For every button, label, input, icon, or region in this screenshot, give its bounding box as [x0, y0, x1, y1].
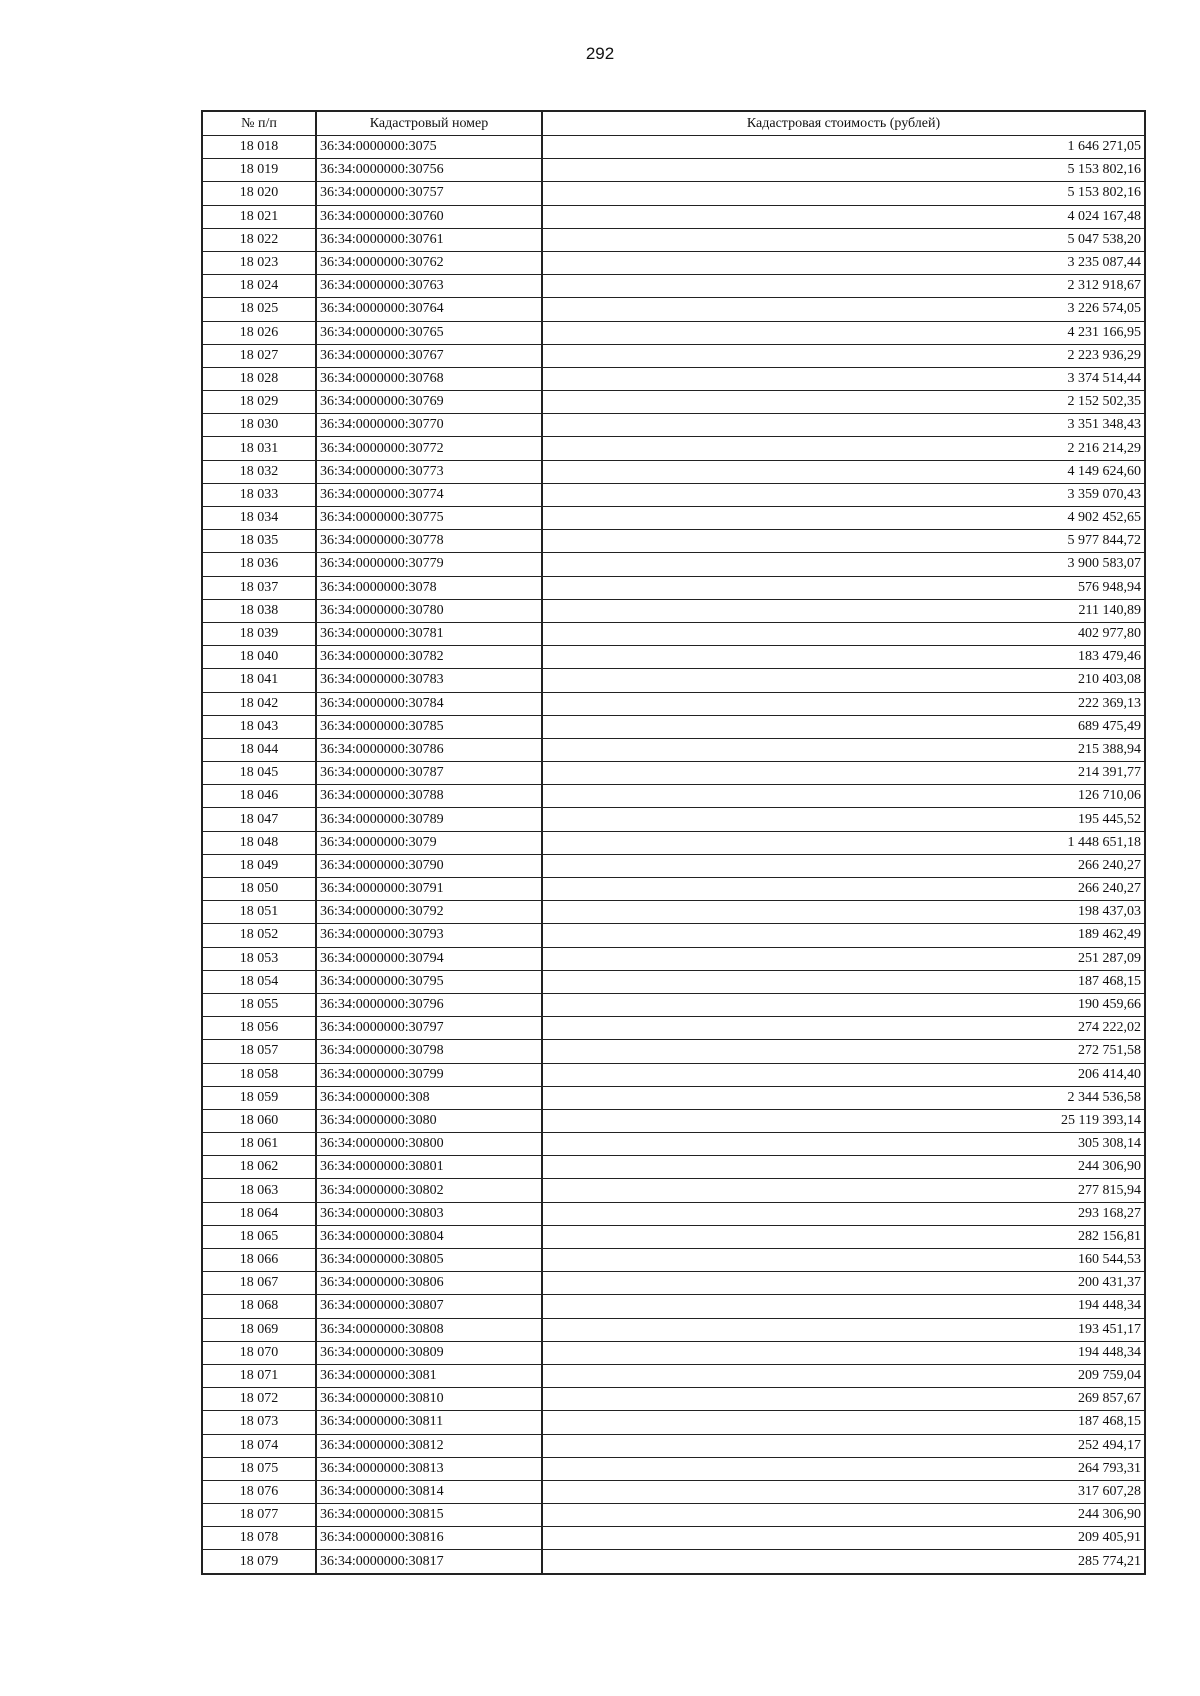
row-number-cell: 18 038: [202, 599, 316, 622]
cadastral-number-cell: 36:34:0000000:30764: [316, 298, 542, 321]
cadastral-value-cell: 4 149 624,60: [542, 460, 1145, 483]
table-row: [202, 576, 1145, 599]
table-row: [202, 1527, 1145, 1550]
cadastral-number-cell: 36:34:0000000:3078: [316, 576, 542, 599]
cadastral-value-cell: 190 459,66: [542, 993, 1145, 1016]
row-number-cell: 18 065: [202, 1225, 316, 1248]
cadastral-value-cell: 251 287,09: [542, 947, 1145, 970]
cadastral-number-cell: 36:34:0000000:30809: [316, 1341, 542, 1364]
cadastral-number-cell: 36:34:0000000:30805: [316, 1249, 542, 1272]
row-number-cell: 18 023: [202, 251, 316, 274]
cadastral-value-cell: 402 977,80: [542, 622, 1145, 645]
row-number-cell: 18 078: [202, 1527, 316, 1550]
cadastral-value-cell: 264 793,31: [542, 1457, 1145, 1480]
cadastral-value-cell: 272 751,58: [542, 1040, 1145, 1063]
page-number: 292: [585, 44, 615, 63]
table-row: [202, 854, 1145, 877]
cadastral-value-cell: 5 153 802,16: [542, 182, 1145, 205]
cadastral-number-cell: 36:34:0000000:30783: [316, 669, 542, 692]
cadastral-number-cell: 36:34:0000000:3079: [316, 831, 542, 854]
table-row: [202, 1156, 1145, 1179]
cadastral-value-cell: 266 240,27: [542, 878, 1145, 901]
row-number-cell: 18 042: [202, 692, 316, 715]
cadastral-number-cell: 36:34:0000000:3081: [316, 1364, 542, 1387]
table-row: [202, 1179, 1145, 1202]
cadastral-value-cell: 187 468,15: [542, 970, 1145, 993]
cadastral-number-cell: 36:34:0000000:30782: [316, 646, 542, 669]
cadastral-number-cell: 36:34:0000000:3075: [316, 136, 542, 159]
row-number-cell: 18 062: [202, 1156, 316, 1179]
cadastral-value-cell: 211 140,89: [542, 599, 1145, 622]
cadastral-value-cell: 244 306,90: [542, 1156, 1145, 1179]
cadastral-number-cell: 36:34:0000000:30817: [316, 1550, 542, 1574]
table-row: [202, 275, 1145, 298]
cadastral-value-cell: 4 024 167,48: [542, 205, 1145, 228]
cadastral-number-cell: 36:34:0000000:30770: [316, 414, 542, 437]
row-number-cell: 18 026: [202, 321, 316, 344]
table-row: [202, 205, 1145, 228]
cadastral-number-cell: 36:34:0000000:3080: [316, 1109, 542, 1132]
table-row: [202, 136, 1145, 159]
cadastral-number-cell: 36:34:0000000:30807: [316, 1295, 542, 1318]
table-row: [202, 1225, 1145, 1248]
row-number-cell: 18 018: [202, 136, 316, 159]
table-row: [202, 1249, 1145, 1272]
row-number-cell: 18 029: [202, 391, 316, 414]
cadastral-value-cell: 285 774,21: [542, 1550, 1145, 1574]
row-number-cell: 18 019: [202, 159, 316, 182]
cadastral-value-cell: 1 448 651,18: [542, 831, 1145, 854]
cadastral-value-cell: 2 216 214,29: [542, 437, 1145, 460]
cadastral-number-cell: 36:34:0000000:30814: [316, 1480, 542, 1503]
row-number-cell: 18 063: [202, 1179, 316, 1202]
table-row: [202, 1086, 1145, 1109]
table-row: [202, 1411, 1145, 1434]
cadastral-number-cell: 36:34:0000000:30806: [316, 1272, 542, 1295]
table-row: [202, 159, 1145, 182]
table-row: [202, 831, 1145, 854]
cadastral-number-cell: 36:34:0000000:30799: [316, 1063, 542, 1086]
cadastral-value-cell: 126 710,06: [542, 785, 1145, 808]
table-row: [202, 970, 1145, 993]
cadastral-value-cell: 293 168,27: [542, 1202, 1145, 1225]
cadastral-value-cell: 2 312 918,67: [542, 275, 1145, 298]
table-row: [202, 993, 1145, 1016]
cadastral-value-cell: 206 414,40: [542, 1063, 1145, 1086]
table-row: [202, 1318, 1145, 1341]
cadastral-value-cell: 3 359 070,43: [542, 483, 1145, 506]
cadastral-value-cell: 2 344 536,58: [542, 1086, 1145, 1109]
cadastral-value-cell: 4 902 452,65: [542, 507, 1145, 530]
cadastral-value-cell: 274 222,02: [542, 1017, 1145, 1040]
cadastral-number-cell: 36:34:0000000:30763: [316, 275, 542, 298]
cadastral-number-cell: 36:34:0000000:30761: [316, 228, 542, 251]
cadastral-number-cell: 36:34:0000000:30811: [316, 1411, 542, 1434]
cadastral-value-cell: 3 235 087,44: [542, 251, 1145, 274]
table-row: [202, 251, 1145, 274]
cadastral-number-cell: 36:34:0000000:30787: [316, 762, 542, 785]
row-number-cell: 18 069: [202, 1318, 316, 1341]
row-number-cell: 18 052: [202, 924, 316, 947]
cadastral-number-cell: 36:34:0000000:30793: [316, 924, 542, 947]
cadastral-value-cell: 689 475,49: [542, 715, 1145, 738]
cadastral-number-cell: 36:34:0000000:30785: [316, 715, 542, 738]
table-row: [202, 1040, 1145, 1063]
row-number-cell: 18 076: [202, 1480, 316, 1503]
cadastral-number-cell: 36:34:0000000:30790: [316, 854, 542, 877]
table-row: [202, 1133, 1145, 1156]
cadastral-value-cell: 214 391,77: [542, 762, 1145, 785]
cadastral-value-cell: 1 646 271,05: [542, 136, 1145, 159]
row-number-cell: 18 041: [202, 669, 316, 692]
cadastral-number-cell: 36:34:0000000:30801: [316, 1156, 542, 1179]
cadastral-value-cell: 209 759,04: [542, 1364, 1145, 1387]
row-number-cell: 18 058: [202, 1063, 316, 1086]
cadastral-number-cell: 36:34:0000000:30800: [316, 1133, 542, 1156]
table-header-row: [202, 111, 1145, 136]
cadastral-number-cell: 36:34:0000000:30756: [316, 159, 542, 182]
table-row: [202, 507, 1145, 530]
header-cadastral-number: Кадастровый номер: [316, 111, 542, 136]
table-row: [202, 878, 1145, 901]
table-row: [202, 646, 1145, 669]
row-number-cell: 18 064: [202, 1202, 316, 1225]
row-number-cell: 18 055: [202, 993, 316, 1016]
table-row: [202, 738, 1145, 761]
table-row: [202, 1017, 1145, 1040]
cadastral-value-cell: 5 977 844,72: [542, 530, 1145, 553]
table-row: [202, 669, 1145, 692]
cadastral-number-cell: 36:34:0000000:30789: [316, 808, 542, 831]
cadastral-value-cell: 222 369,13: [542, 692, 1145, 715]
table-row: [202, 1295, 1145, 1318]
cadastral-value-cell: 200 431,37: [542, 1272, 1145, 1295]
table-row: [202, 1202, 1145, 1225]
row-number-cell: 18 044: [202, 738, 316, 761]
cadastral-value-cell: 2 223 936,29: [542, 344, 1145, 367]
row-number-cell: 18 048: [202, 831, 316, 854]
cadastral-number-cell: 36:34:0000000:30813: [316, 1457, 542, 1480]
cadastral-value-cell: 215 388,94: [542, 738, 1145, 761]
cadastral-value-cell: 5 153 802,16: [542, 159, 1145, 182]
header-cadastral-value: Кадастровая стоимость (рублей): [542, 111, 1145, 136]
cadastral-number-cell: 36:34:0000000:30803: [316, 1202, 542, 1225]
row-number-cell: 18 074: [202, 1434, 316, 1457]
row-number-cell: 18 043: [202, 715, 316, 738]
cadastral-number-cell: 36:34:0000000:30795: [316, 970, 542, 993]
cadastral-value-table: [201, 110, 1146, 1575]
cadastral-value-cell: 3 226 574,05: [542, 298, 1145, 321]
cadastral-value-cell: 3 374 514,44: [542, 367, 1145, 390]
cadastral-number-cell: 36:34:0000000:30781: [316, 622, 542, 645]
cadastral-value-cell: 269 857,67: [542, 1388, 1145, 1411]
cadastral-value-cell: 160 544,53: [542, 1249, 1145, 1272]
table-row: [202, 1388, 1145, 1411]
header-row-number: № п/п: [202, 111, 316, 136]
row-number-cell: 18 021: [202, 205, 316, 228]
table-row: [202, 715, 1145, 738]
table-row: [202, 483, 1145, 506]
row-number-cell: 18 049: [202, 854, 316, 877]
cadastral-value-cell: 194 448,34: [542, 1341, 1145, 1364]
cadastral-number-cell: 36:34:0000000:30798: [316, 1040, 542, 1063]
cadastral-number-cell: 36:34:0000000:30797: [316, 1017, 542, 1040]
row-number-cell: 18 031: [202, 437, 316, 460]
cadastral-number-cell: 36:34:0000000:30786: [316, 738, 542, 761]
cadastral-number-cell: 36:34:0000000:30808: [316, 1318, 542, 1341]
row-number-cell: 18 033: [202, 483, 316, 506]
row-number-cell: 18 028: [202, 367, 316, 390]
cadastral-number-cell: 36:34:0000000:30792: [316, 901, 542, 924]
table-row: [202, 414, 1145, 437]
cadastral-value-cell: 198 437,03: [542, 901, 1145, 924]
row-number-cell: 18 027: [202, 344, 316, 367]
row-number-cell: 18 036: [202, 553, 316, 576]
row-number-cell: 18 071: [202, 1364, 316, 1387]
cadastral-number-cell: 36:34:0000000:30791: [316, 878, 542, 901]
table-row: [202, 367, 1145, 390]
table-row: [202, 298, 1145, 321]
cadastral-number-cell: 36:34:0000000:30762: [316, 251, 542, 274]
cadastral-number-cell: 36:34:0000000:30802: [316, 1179, 542, 1202]
cadastral-value-cell: 244 306,90: [542, 1504, 1145, 1527]
cadastral-value-cell: 195 445,52: [542, 808, 1145, 831]
cadastral-value-cell: 183 479,46: [542, 646, 1145, 669]
cadastral-number-cell: 36:34:0000000:30779: [316, 553, 542, 576]
row-number-cell: 18 070: [202, 1341, 316, 1364]
table-row: [202, 437, 1145, 460]
table-row: [202, 901, 1145, 924]
table-row: [202, 1434, 1145, 1457]
row-number-cell: 18 075: [202, 1457, 316, 1480]
cadastral-number-cell: 36:34:0000000:30773: [316, 460, 542, 483]
cadastral-value-cell: 252 494,17: [542, 1434, 1145, 1457]
table-row: [202, 622, 1145, 645]
row-number-cell: 18 034: [202, 507, 316, 530]
table-row: [202, 1550, 1145, 1574]
cadastral-value-cell: 3 351 348,43: [542, 414, 1145, 437]
cadastral-number-cell: 36:34:0000000:30765: [316, 321, 542, 344]
cadastral-value-cell: 282 156,81: [542, 1225, 1145, 1248]
table-row: [202, 1341, 1145, 1364]
cadastral-value-cell: 3 900 583,07: [542, 553, 1145, 576]
cadastral-value-cell: 305 308,14: [542, 1133, 1145, 1156]
cadastral-number-cell: 36:34:0000000:30769: [316, 391, 542, 414]
table-row: [202, 391, 1145, 414]
row-number-cell: 18 056: [202, 1017, 316, 1040]
row-number-cell: 18 025: [202, 298, 316, 321]
table-row: [202, 228, 1145, 251]
cadastral-value-cell: 193 451,17: [542, 1318, 1145, 1341]
cadastral-number-cell: 36:34:0000000:30815: [316, 1504, 542, 1527]
cadastral-number-cell: 36:34:0000000:30804: [316, 1225, 542, 1248]
table-row: [202, 947, 1145, 970]
cadastral-value-cell: 277 815,94: [542, 1179, 1145, 1202]
cadastral-number-cell: 36:34:0000000:30775: [316, 507, 542, 530]
cadastral-number-cell: 36:34:0000000:30778: [316, 530, 542, 553]
table-row: [202, 1364, 1145, 1387]
row-number-cell: 18 035: [202, 530, 316, 553]
row-number-cell: 18 073: [202, 1411, 316, 1434]
row-number-cell: 18 030: [202, 414, 316, 437]
cadastral-number-cell: 36:34:0000000:30810: [316, 1388, 542, 1411]
table-row: [202, 785, 1145, 808]
cadastral-value-cell: 5 047 538,20: [542, 228, 1145, 251]
row-number-cell: 18 037: [202, 576, 316, 599]
cadastral-number-cell: 36:34:0000000:30780: [316, 599, 542, 622]
cadastral-value-cell: 210 403,08: [542, 669, 1145, 692]
cadastral-value-cell: 187 468,15: [542, 1411, 1145, 1434]
table-row: [202, 1272, 1145, 1295]
cadastral-value-cell: 194 448,34: [542, 1295, 1145, 1318]
row-number-cell: 18 051: [202, 901, 316, 924]
cadastral-value-cell: 189 462,49: [542, 924, 1145, 947]
row-number-cell: 18 024: [202, 275, 316, 298]
row-number-cell: 18 032: [202, 460, 316, 483]
cadastral-number-cell: 36:34:0000000:30774: [316, 483, 542, 506]
row-number-cell: 18 060: [202, 1109, 316, 1132]
row-number-cell: 18 050: [202, 878, 316, 901]
cadastral-value-cell: 209 405,91: [542, 1527, 1145, 1550]
row-number-cell: 18 020: [202, 182, 316, 205]
cadastral-value-cell: 317 607,28: [542, 1480, 1145, 1503]
cadastral-number-cell: 36:34:0000000:30768: [316, 367, 542, 390]
cadastral-number-cell: 36:34:0000000:30784: [316, 692, 542, 715]
row-number-cell: 18 054: [202, 970, 316, 993]
row-number-cell: 18 053: [202, 947, 316, 970]
table-row: [202, 553, 1145, 576]
table-body: [202, 136, 1145, 1574]
table-row: [202, 530, 1145, 553]
cadastral-number-cell: 36:34:0000000:30796: [316, 993, 542, 1016]
table-row: [202, 460, 1145, 483]
row-number-cell: 18 022: [202, 228, 316, 251]
table-row: [202, 1109, 1145, 1132]
table-row: [202, 599, 1145, 622]
cadastral-value-cell: 4 231 166,95: [542, 321, 1145, 344]
cadastral-value-cell: 576 948,94: [542, 576, 1145, 599]
cadastral-value-cell: 2 152 502,35: [542, 391, 1145, 414]
cadastral-number-cell: 36:34:0000000:30812: [316, 1434, 542, 1457]
row-number-cell: 18 047: [202, 808, 316, 831]
row-number-cell: 18 068: [202, 1295, 316, 1318]
row-number-cell: 18 045: [202, 762, 316, 785]
cadastral-value-cell: 25 119 393,14: [542, 1109, 1145, 1132]
cadastral-number-cell: 36:34:0000000:30772: [316, 437, 542, 460]
row-number-cell: 18 079: [202, 1550, 316, 1574]
row-number-cell: 18 066: [202, 1249, 316, 1272]
table-row: [202, 692, 1145, 715]
cadastral-value-cell: 266 240,27: [542, 854, 1145, 877]
cadastral-number-cell: 36:34:0000000:30788: [316, 785, 542, 808]
cadastral-number-cell: 36:34:0000000:30816: [316, 1527, 542, 1550]
row-number-cell: 18 059: [202, 1086, 316, 1109]
row-number-cell: 18 067: [202, 1272, 316, 1295]
table-row: [202, 1480, 1145, 1503]
row-number-cell: 18 057: [202, 1040, 316, 1063]
cadastral-number-cell: 36:34:0000000:30760: [316, 205, 542, 228]
table-row: [202, 1457, 1145, 1480]
table-row: [202, 182, 1145, 205]
table-row: [202, 321, 1145, 344]
table-row: [202, 344, 1145, 367]
row-number-cell: 18 046: [202, 785, 316, 808]
row-number-cell: 18 061: [202, 1133, 316, 1156]
row-number-cell: 18 072: [202, 1388, 316, 1411]
table-row: [202, 808, 1145, 831]
row-number-cell: 18 039: [202, 622, 316, 645]
cadastral-number-cell: 36:34:0000000:30767: [316, 344, 542, 367]
table-row: [202, 1504, 1145, 1527]
table-row: [202, 924, 1145, 947]
row-number-cell: 18 040: [202, 646, 316, 669]
cadastral-number-cell: 36:34:0000000:308: [316, 1086, 542, 1109]
table-row: [202, 1063, 1145, 1086]
table-row: [202, 762, 1145, 785]
cadastral-number-cell: 36:34:0000000:30757: [316, 182, 542, 205]
row-number-cell: 18 077: [202, 1504, 316, 1527]
cadastral-number-cell: 36:34:0000000:30794: [316, 947, 542, 970]
